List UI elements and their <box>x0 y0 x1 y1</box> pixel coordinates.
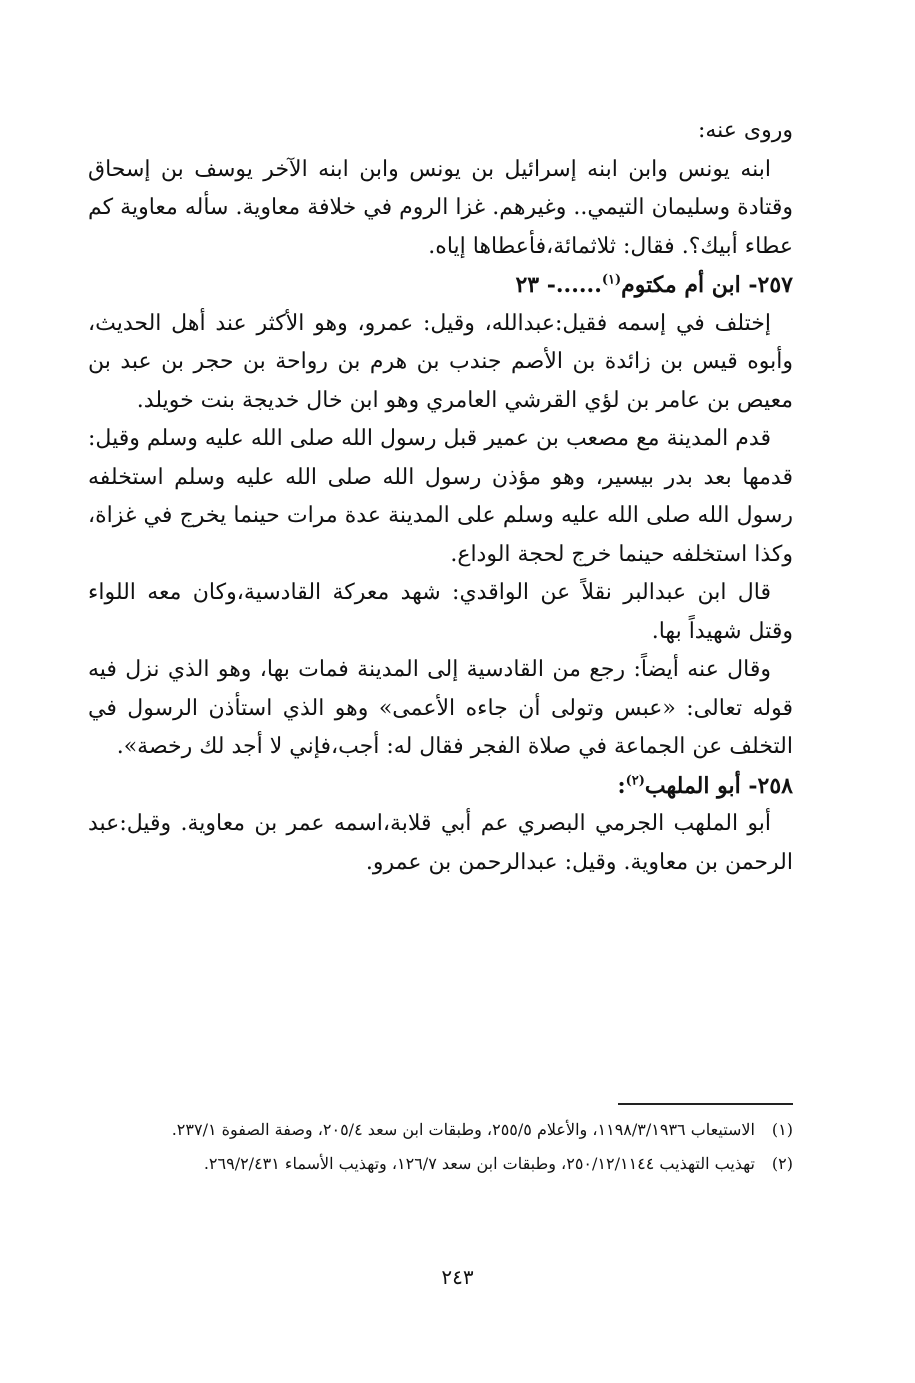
footnote-1-text: الاستيعاب ١١٩٨/٣/١٩٣٦، والأعلام ٢٥٥/٥، وطبقات ابن سعد ٢٠٥/٤، وصفة الصفوة ٢٣٧/١. <box>171 1120 755 1139</box>
entry-257-title: ٢٥٧- ابن أم مكتوم <box>621 272 793 298</box>
entry-257-paragraph-1: إختلف في إسمه فقيل:عبدالله، وقيل: عمرو، وهو الأكثر عند أهل الحديث، وأبوه قيس بن زائدة بن الأصم جندب بن هرم بن رواحة بن حجر بن عبد بن معيص بن عامر بن لؤي القرشي العامري وهو ابن خال خديجة بنت خويلد. <box>88 310 793 413</box>
narrators-intro: وروى عنه: <box>697 118 793 143</box>
footnote-ref-1[interactable]: (١) <box>601 272 622 288</box>
footnote-1-number: (١) <box>771 1120 793 1139</box>
footnote-2-text: تهذيب التهذيب ٢٥٠/١٢/١١٤٤، وطبقات ابن سعد ١٢٦/٧، وتهذيب الأسماء ٢٦٩/٢/٤٣١. <box>203 1154 755 1173</box>
entry-257-suffix: ......- ٢٣ <box>515 272 602 298</box>
footnote-2-number: (٢) <box>771 1154 793 1173</box>
entry-258-heading <box>88 767 793 806</box>
entry-257-paragraph-2: قدم المدينة مع مصعب بن عمير قبل رسول الله صلى الله عليه وسلم وقيل: قدمها بعد بدر بيسير، وهو مؤذن رسول الله صلى الله عليه وسلم استخلفه رسول الله صلى الله عليه وسلم على المدينة عدة مرات حينما يخرج في غزاة، وكذا استخلفه حينما خرج لحجة الوداع. <box>88 426 793 567</box>
entry-258-paragraph-1: أبو الملهب الجرمي البصري عم أبي قلابة،اسمه عمر بن معاوية. وقيل:عبد الرحمن بن معاوية. وقيل: عبدالرحمن بن عمرو. <box>88 811 793 875</box>
entry-258-suffix: : <box>617 772 626 799</box>
footnote-divider <box>618 1103 793 1105</box>
entry-257-paragraph-3: قال ابن عبدالبر نقلاً عن الواقدي: شهد معركة القادسية،وكان معه اللواء وقتل شهيداً بها. <box>88 580 793 644</box>
entry-258-title: ٢٥٨- أبو الملهب <box>644 772 793 799</box>
footnote-ref-2[interactable]: (٢) <box>625 773 645 789</box>
narrators-paragraph: ابنه يونس وابن ابنه إسرائيل بن يونس وابن ابنه الآخر يوسف بن إسحاق وقتادة وسليمان التيمي.. وغيرهم. غزا الروم في خلافة معاوية. سأله معاوية كم عطاء أبيك؟. فقال: ثلاثمائة،فأعطاها إياه. <box>88 156 793 259</box>
page-number: ٢٤٣ <box>441 1265 474 1289</box>
footnotes <box>88 1115 793 1183</box>
page-body <box>88 112 793 882</box>
footnote-1 <box>88 1115 793 1145</box>
entry-257-paragraph-4: وقال عنه أيضاً: رجع من القادسية إلى المدينة فمات بها، وهو الذي نزل فيه قوله تعالى: «عبس وتولى أن جاءه الأعمى» وهو الذي استأذن الرسول في التخلف عن الجماعة في صلاة الفجر فقال له: أجب،فإني لا أجد لك رخصة». <box>88 657 793 759</box>
footnote-2 <box>88 1149 793 1179</box>
entry-257-heading <box>88 266 793 305</box>
